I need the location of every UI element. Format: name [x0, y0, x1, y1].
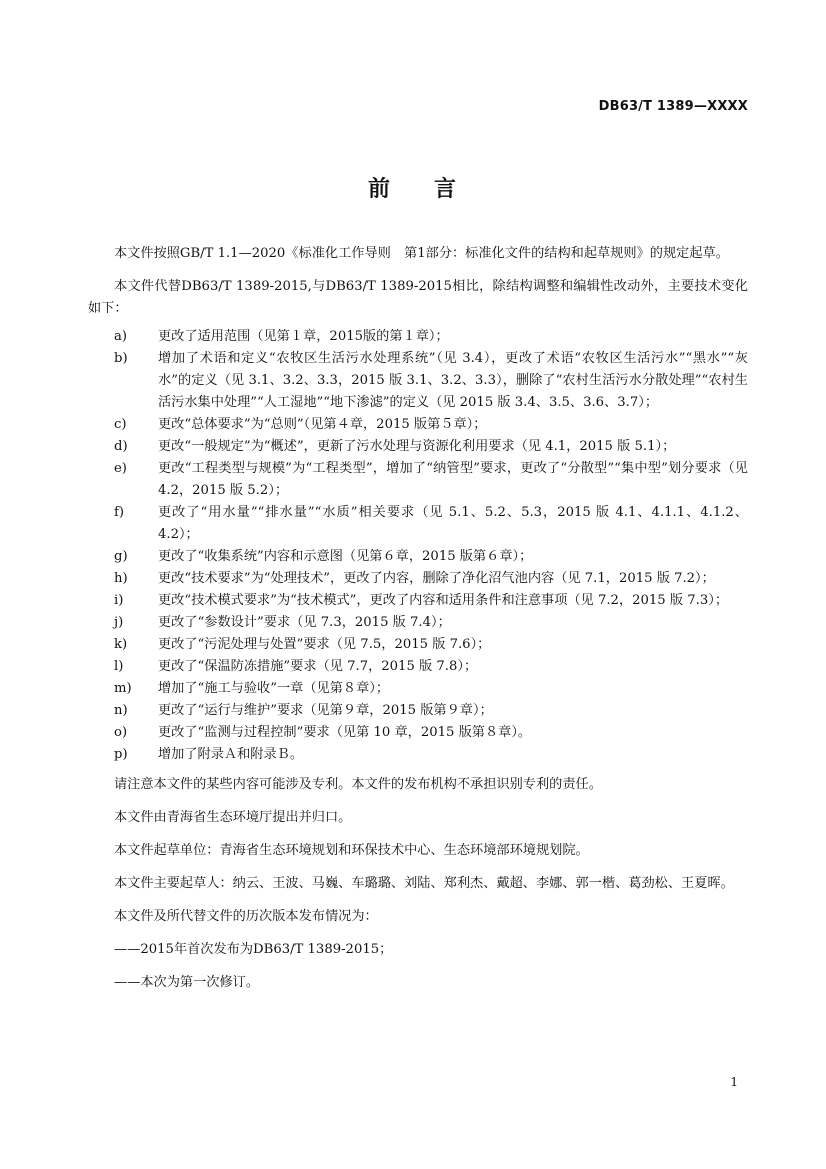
list-item-mark: m) — [114, 681, 132, 696]
list-item-text: 更改“工程类型与规模”为“工程类型”，增加了“纳管型”要求，更改了“分散型”“集中型”划分要求（见 4.2，2015 版 5.2）； — [158, 461, 748, 498]
list-item — [88, 546, 748, 568]
list-item-mark: k) — [114, 637, 128, 652]
drafters: 本文件主要起草人：纳云、王波、马巍、车璐璐、刘陆、郑利杰、戴超、李娜、郭一楷、葛劲松、王夏晖。 — [114, 876, 734, 891]
list-item-text: 增加了附录Ａ和附录Ｂ。 — [158, 747, 304, 762]
list-item — [88, 436, 748, 458]
list-item-mark: f) — [114, 505, 125, 520]
list-item-mark: b) — [114, 351, 128, 366]
list-item-mark: d) — [114, 439, 128, 454]
list-item — [88, 568, 748, 590]
list-item-text: 增加了“施工与验收”一章（见第８章）； — [158, 681, 390, 696]
list-item-text: 更改了“运行与维护”要求（见第９章，2015 版第９章）； — [158, 703, 493, 718]
list-item-mark: l) — [114, 659, 124, 674]
list-item — [88, 678, 748, 700]
list-item-mark: j) — [114, 615, 124, 630]
list-item — [88, 612, 748, 634]
list-item-text: 更改了“收集系统”内容和示意图（见第６章，2015 版第６章）； — [158, 549, 533, 564]
history-intro: 本文件及所代替文件的历次版本发布情况为： — [114, 909, 378, 924]
list-item — [88, 590, 748, 612]
page-title — [0, 172, 826, 203]
list-item-mark: p) — [114, 747, 128, 762]
list-item-text: 更改“技术要求”为“处理技术”，更改了内容，删除了净化沼气池内容（见 7.1，2015 版 7.2）； — [158, 571, 715, 586]
list-item-mark: i) — [114, 593, 124, 608]
list-item-text: 更改了“用水量”“排水量”“水质”相关要求（见 5.1、5.2、5.3，2015 版 4.1、4.1.1、4.1.2、4.2）； — [158, 505, 748, 542]
list-item-mark: c) — [114, 417, 127, 432]
list-item-text: 更改了“污泥处理与处置”要求（见 7.5，2015 版 7.6）； — [158, 637, 491, 652]
preface-body — [88, 243, 748, 1005]
list-item-mark: h) — [114, 571, 128, 586]
list-item — [88, 700, 748, 722]
title-char-2: 言 — [434, 177, 459, 202]
list-item-text: 更改了“参数设计”要求（见 7.3，2015 版 7.4）； — [158, 615, 451, 630]
list-item-text: 更改了适用范围（见第１章，2015版的第１章）； — [158, 329, 449, 344]
list-item-mark: n) — [114, 703, 128, 718]
list-item — [88, 744, 748, 766]
intro-paragraph-1: 本文件按照GB/T 1.1—2020《标准化工作导则 第1部分：标准化文件的结构和起草规则》的规定起草。 — [114, 246, 729, 261]
list-item-mark: e) — [114, 461, 127, 476]
list-item-text: 增加了术语和定义“农牧区生活污水处理系统”（见 3.4），更改了术语“农牧区生活污水”“黑水”“灰水”的定义（见 3.1、3.2、3.3，2015 版 3.1、3.2、3.3），删除了“农村生活污水分散处理”“农村生活污水集中处理”“人工湿地”“地下渗滤”的定义（见 2015 版 3.4、3.5、3.6、3.7）； — [158, 351, 748, 410]
page-number: 1 — [730, 1075, 738, 1089]
history-entry: ——2015年首次发布为DB63/T 1389-2015； — [114, 942, 393, 957]
list-item-text: 更改了“保温防冻措施”要求（见 7.7，2015 版 7.8）； — [158, 659, 478, 674]
list-item-mark: g) — [114, 549, 128, 564]
list-item-text: 更改了“监测与过程控制”要求（见第 10 章，2015 版第８章）。 — [158, 725, 532, 740]
list-item — [88, 722, 748, 744]
list-item — [88, 634, 748, 656]
title-char-1: 前 — [367, 177, 392, 202]
list-item-text: 更改“一般规定”为“概述”，更新了污水处理与资源化利用要求（见 4.1，2015 版 5.1）； — [158, 439, 676, 454]
patent-notice: 请注意本文件的某些内容可能涉及专利。本文件的发布机构不承担识别专利的责任。 — [114, 777, 602, 792]
list-item — [88, 502, 748, 546]
list-item-mark: a) — [114, 329, 128, 344]
proposer-statement: 本文件由青海省生态环境厅提出并归口。 — [114, 810, 352, 825]
list-item — [88, 414, 748, 436]
intro-paragraph-2: 本文件代替DB63/T 1389-2015,与DB63/T 1389-2015相比，除结构调整和编辑性改动外，主要技术变化如下： — [88, 279, 748, 316]
drafting-units: 本文件起草单位：青海省生态环境规划和环保技术中心、生态环境部环境规划院。 — [114, 843, 589, 858]
list-item — [88, 348, 748, 414]
list-item — [88, 656, 748, 678]
document-code: DB63/T 1389—XXXX — [598, 99, 748, 114]
list-item — [88, 326, 748, 348]
changes-list — [88, 326, 748, 766]
history-entry: ——本次为第一次修订。 — [114, 975, 260, 990]
list-item-text: 更改“总体要求”为“总则”（见第４章，2015 版第５章）； — [158, 417, 487, 432]
list-item — [88, 458, 748, 502]
list-item-mark: o) — [114, 725, 128, 740]
list-item-text: 更改“技术模式要求”为“技术模式”，更改了内容和适用条件和注意事项（见 7.2，2015 版 7.3）； — [158, 593, 729, 608]
